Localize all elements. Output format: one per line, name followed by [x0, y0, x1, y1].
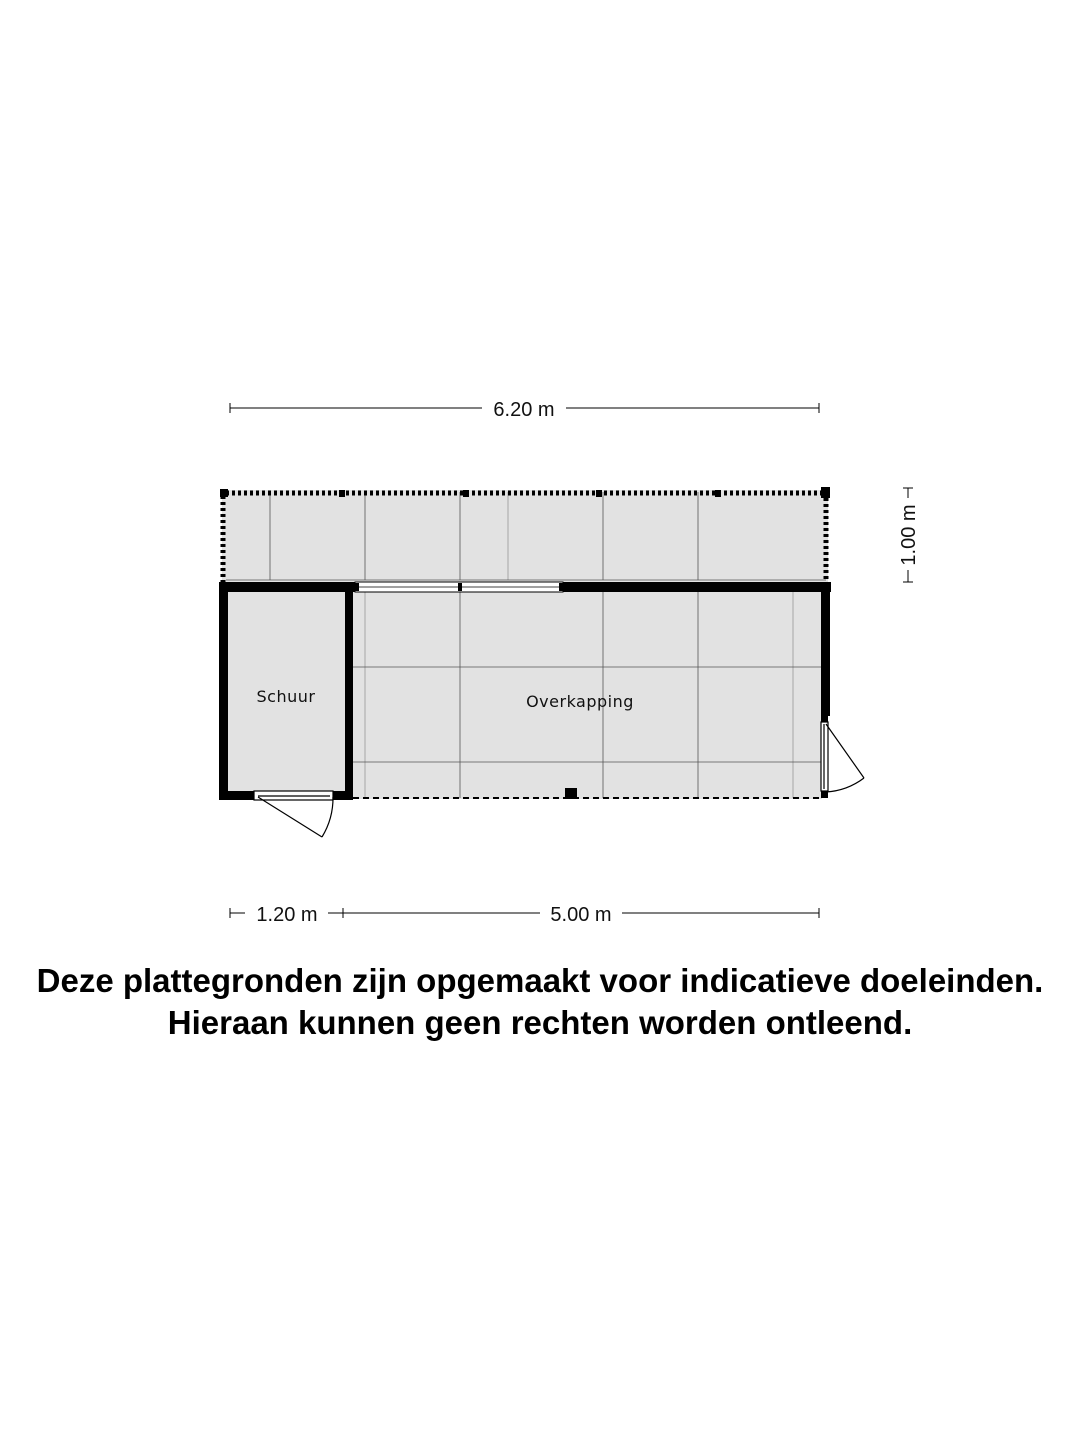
- room-label-overkapping: Overkapping: [526, 692, 634, 711]
- terrace-floor: [222, 490, 828, 582]
- dimension-schuur-width-label: 1.20 m: [256, 904, 318, 926]
- disclaimer-line-1: Deze plattegronden zijn opgemaakt voor indicatieve doeleinden.: [36, 962, 1044, 999]
- room-label-schuur: Schuur: [256, 687, 316, 706]
- disclaimer-line-2: Hieraan kunnen geen rechten worden ontleend.: [167, 1004, 913, 1041]
- dimension-bottom: [230, 908, 819, 918]
- side-door: [821, 722, 864, 792]
- window: [355, 582, 563, 592]
- dimension-total-width-label: 6.20 m: [493, 399, 555, 421]
- dimension-overkapping-width-label: 5.00 m: [550, 904, 612, 926]
- schuur-door: [254, 791, 333, 837]
- dimension-depth-label: 1.00 m: [898, 504, 920, 566]
